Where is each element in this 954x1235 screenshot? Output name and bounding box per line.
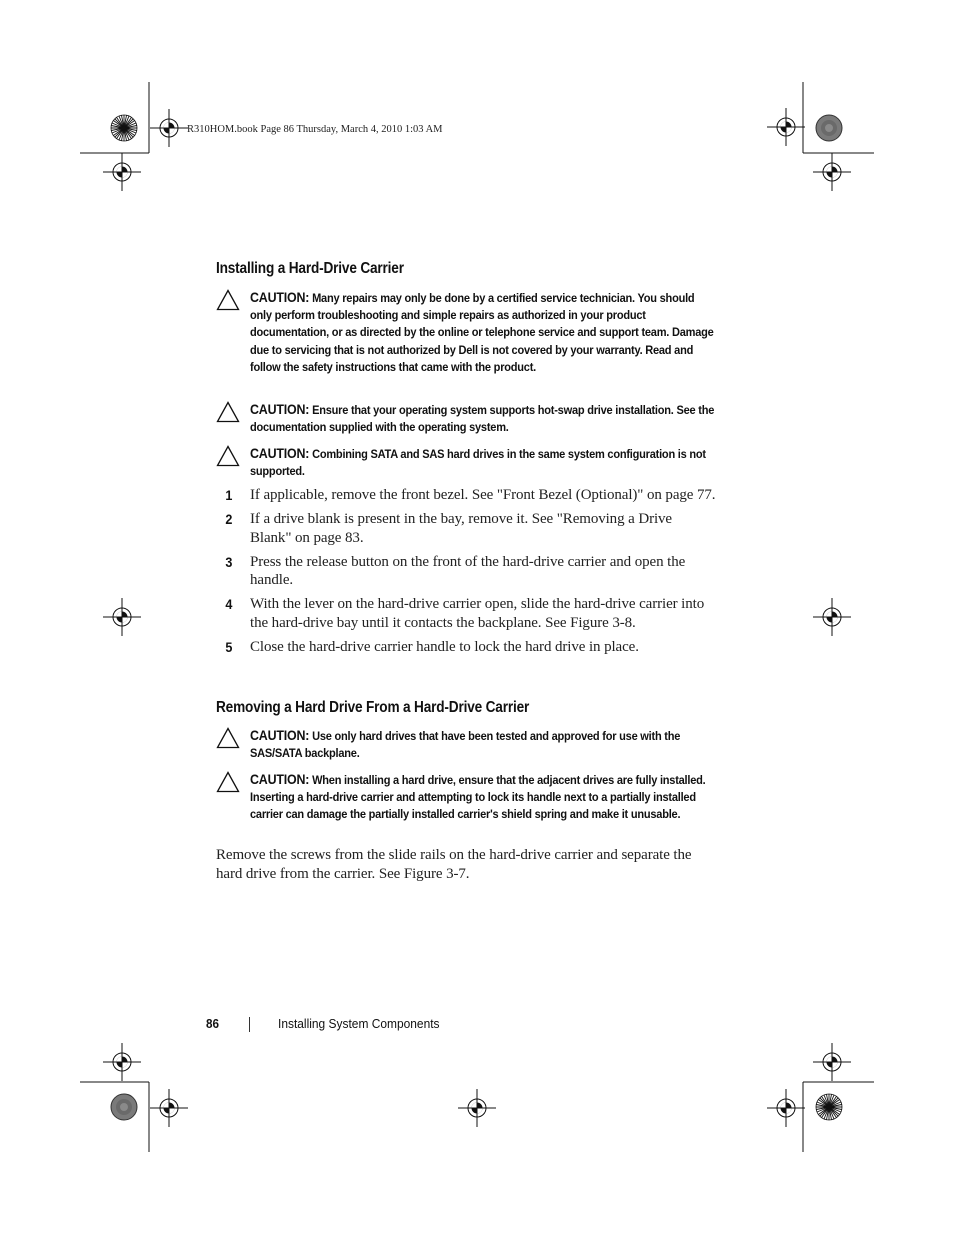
step-number: 3 <box>225 553 233 570</box>
caution-block <box>216 289 716 376</box>
caution-block <box>216 771 716 824</box>
body-paragraph: Remove the screws from the slide rails on the hard-drive carrier and separate the hard drive from the carrier. See Figure 3-7. <box>216 847 692 882</box>
caution-block <box>216 401 716 436</box>
registration-mark-icon <box>458 1089 496 1127</box>
caution-triangle-icon <box>216 771 240 793</box>
registration-mark-icon <box>103 1043 141 1081</box>
step-text: Close the hard-drive carrier handle to lock the hard drive in place. <box>250 639 639 656</box>
caution-label: CAUTION: <box>250 772 310 787</box>
step-number: 4 <box>225 596 233 613</box>
caution-block <box>216 727 716 762</box>
registration-mark-icon <box>767 108 805 146</box>
caution-text: Combining SATA and SAS hard drives in the same system configuration is not supported. <box>250 447 706 479</box>
caution-text: Many repairs may only be done by a certified service technician. You should only perform troubleshooting and simple repairs as authorized in your product documentation, or as directed by the online or telephone service and support team. Damage due to servicing that is not authorized by Dell is not covered by your warranty. Read and follow the safety instructions that came with the product. <box>250 291 714 374</box>
list-item <box>216 638 716 657</box>
step-number: 2 <box>225 511 233 528</box>
caution-label: CAUTION: <box>250 290 310 305</box>
procedure-steps <box>216 486 716 662</box>
step-number: 1 <box>225 487 233 503</box>
registration-mark-icon <box>813 598 851 636</box>
registration-mark-icon <box>150 1089 188 1127</box>
caution-triangle-icon <box>216 289 240 311</box>
book-header: R310HOM.book Page 86 Thursday, March 4, 2010 1:03 AM <box>187 124 443 135</box>
printer-starburst-icon <box>111 115 137 141</box>
registration-mark-icon <box>813 1043 851 1081</box>
printer-starburst-icon <box>816 1094 842 1120</box>
caution-block <box>216 445 716 480</box>
step-number: 5 <box>225 639 233 656</box>
list-item <box>216 486 716 505</box>
printer-starburst-icon <box>816 115 842 141</box>
chapter-title: Installing System Components <box>278 1016 440 1031</box>
caution-label: CAUTION: <box>250 728 310 743</box>
caution-text: Ensure that your operating system supports hot-swap drive installation. See the documentation supplied with the operating system. <box>250 403 715 435</box>
section-title-removing: Removing a Hard Drive From a Hard-Drive Carrier <box>216 699 530 716</box>
registration-mark-icon <box>813 153 851 191</box>
registration-mark-icon <box>103 598 141 636</box>
caution-triangle-icon <box>216 445 240 467</box>
caution-text: Use only hard drives that have been tested and approved for use with the SAS/SATA backplane. <box>250 729 681 761</box>
step-text: Press the release button on the front of the hard-drive carrier and open the handle. <box>250 553 686 589</box>
caution-label: CAUTION: <box>250 446 310 461</box>
step-text: If applicable, remove the front bezel. See "Front Bezel (Optional)" on page 77. <box>250 487 716 503</box>
registration-mark-icon <box>767 1089 805 1127</box>
caution-text: When installing a hard drive, ensure that the adjacent drives are fully installed. Inserting a hard-drive carrier and attempting to lock its handle next to a partially installed carrier can damage the partially installed carrier's shield spring and make it unusable. <box>250 773 706 822</box>
printer-starburst-icon <box>111 1094 137 1120</box>
caution-label: CAUTION: <box>250 402 310 417</box>
caution-triangle-icon <box>216 401 240 423</box>
list-item <box>216 553 716 590</box>
registration-mark-icon <box>150 109 188 147</box>
section-title-installing: Installing a Hard-Drive Carrier <box>216 260 404 277</box>
list-item <box>216 510 716 547</box>
footer-divider <box>249 1017 250 1032</box>
list-item <box>216 595 716 632</box>
caution-triangle-icon <box>216 727 240 749</box>
step-text: With the lever on the hard-drive carrier open, slide the hard-drive carrier into the hard-drive bay until it contacts the backplane. See Figure 3-8. <box>250 596 705 632</box>
registration-mark-icon <box>103 153 141 191</box>
page-number: 86 <box>206 1016 220 1031</box>
step-text: If a drive blank is present in the bay, remove it. See "Removing a Drive Blank" on page 83. <box>250 511 672 546</box>
